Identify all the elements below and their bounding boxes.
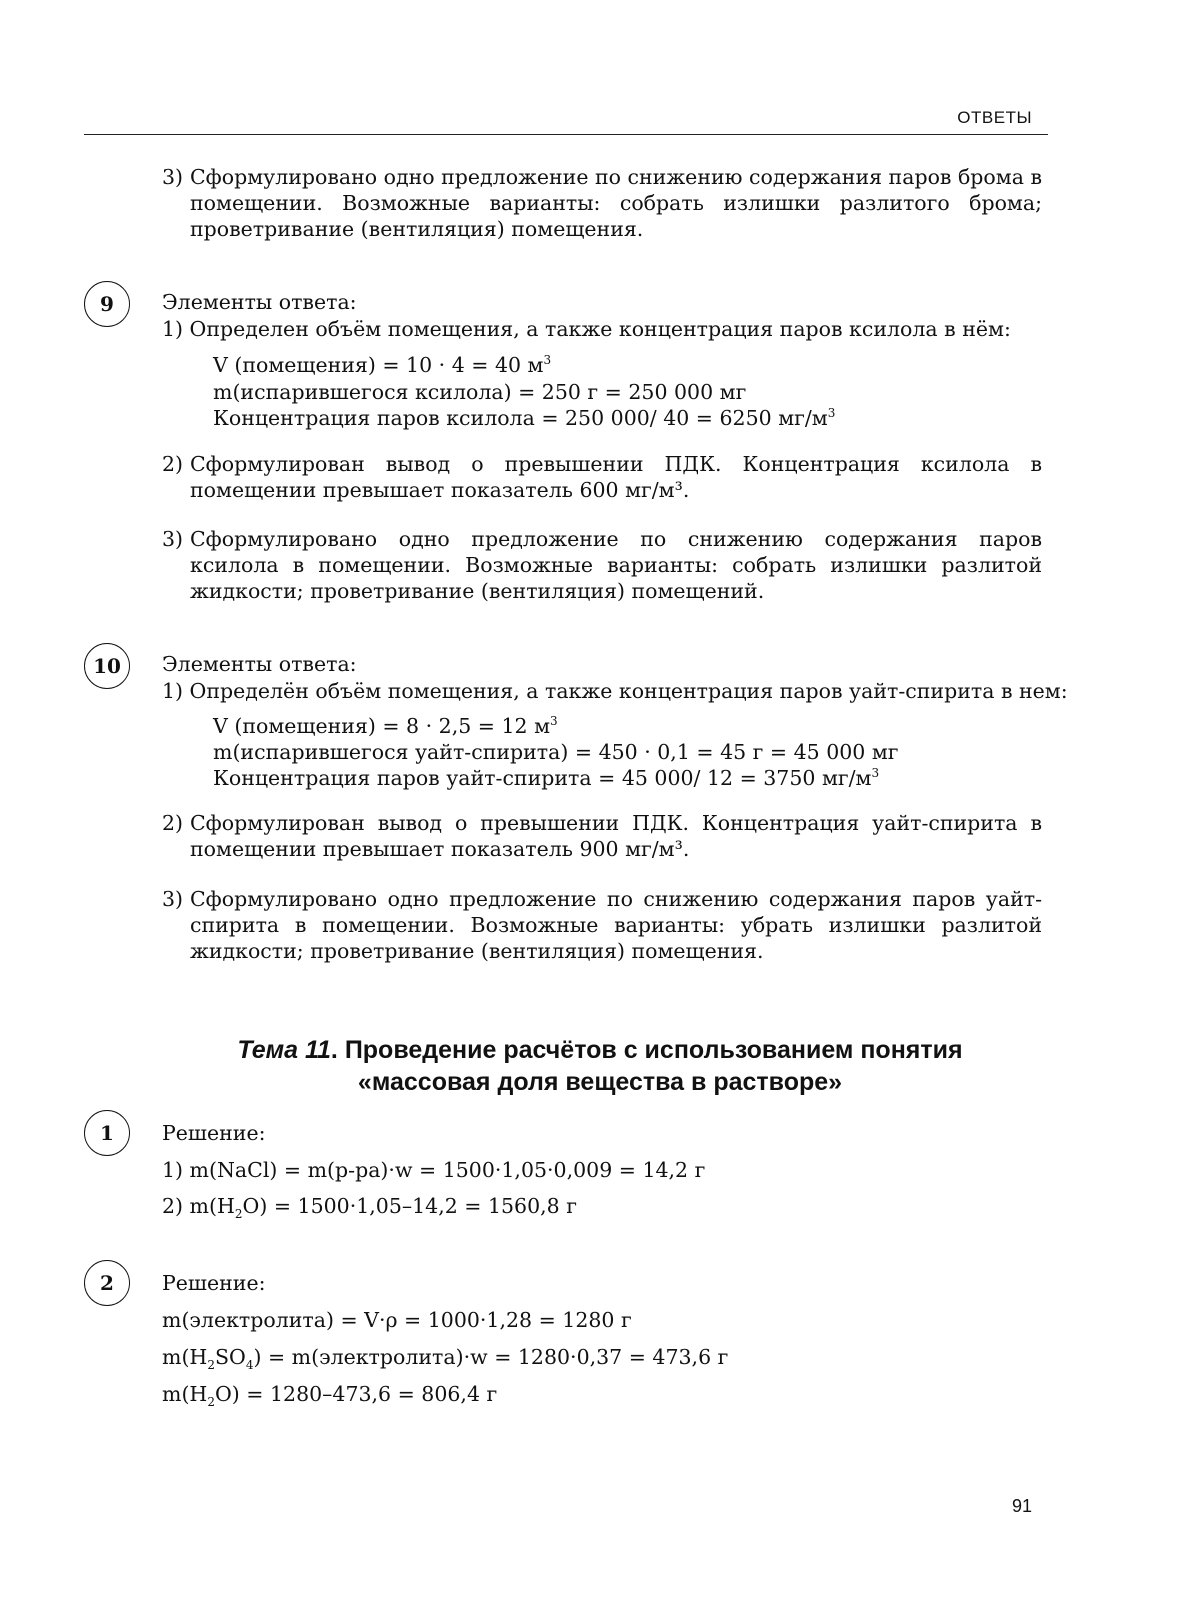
answer-point-1: 1) Определён объём помещения, а также концентрация паров уайт-спирита в нем: <box>162 679 1068 703</box>
formula-volume <box>213 713 558 740</box>
header-divider <box>84 134 1048 135</box>
answer-elements-label: Элементы ответа: <box>162 652 357 676</box>
point-text: Сформулировано одно предложение по снижению содержания паров брома в помещении. Возможные варианты: собрать излишки разлитого брома; проветривание (вентиляция) помещения. <box>190 165 1043 241</box>
solution-step-2 <box>162 1344 728 1371</box>
formula-text: 2) m(H <box>162 1194 235 1218</box>
formula-mass: m(испарившегося уайт-спирита) = 450 · 0,1 = 45 г = 45 000 мг <box>213 740 899 764</box>
formula-mass: m(испарившегося ксилола) = 250 г = 250 000 мг <box>213 380 747 404</box>
superscript: 3 <box>543 353 552 368</box>
point-number: 3) <box>162 527 184 551</box>
answer-point-3 <box>162 526 1042 604</box>
answer-point-3 <box>162 886 1042 964</box>
solution-step-3 <box>162 1381 497 1408</box>
section-header-label: ОТВЕТЫ <box>957 108 1032 127</box>
subscript: 4 <box>245 1358 254 1373</box>
point-number: 2) <box>162 452 184 476</box>
solution-label: Решение: <box>162 1121 266 1145</box>
superscript: 3 <box>871 766 880 781</box>
formula-concentration <box>213 765 879 792</box>
subscript: 2 <box>207 1395 215 1410</box>
formula-text: V (помещения) = 10 · 4 = 40 м <box>213 353 544 377</box>
point-text: Сформулировано одно предложение по снижению содержания паров ксилола в помещении. Возможные варианты: собрать излишки разлитой жидкости; проветривание (вентиляция) помещений. <box>190 527 1042 603</box>
point-text: Сформулирован вывод о превышении ПДК. Концентрация ксилола в помещении превышает показатель 600 мг/м³. <box>190 452 1042 502</box>
answer-point-2 <box>162 810 1042 862</box>
page-number: 91 <box>1011 1496 1032 1516</box>
task-number-badge: 10 <box>84 643 130 689</box>
point-text: Сформулировано одно предложение по снижению содержания паров уайт-спирита в помещении. Возможные варианты: убрать излишки разлитой жидкости; проветривание (вентиляция) помещения. <box>190 887 1042 963</box>
formula-volume <box>213 352 551 379</box>
topic-heading <box>160 1034 1040 1098</box>
superscript: 3 <box>827 406 836 421</box>
formula-text: Концентрация паров ксилола = 250 000/ 40 = 6250 мг/м <box>213 406 828 430</box>
formula-text: V (помещения) = 8 · 2,5 = 12 м <box>213 714 551 738</box>
superscript: 3 <box>550 714 558 729</box>
topic-label: Тема 11 <box>237 1036 331 1064</box>
formula-concentration <box>213 405 835 432</box>
topic-heading-line-2: «массовая доля вещества в растворе» <box>357 1068 843 1096</box>
formula-text: O) = 1280–473,6 = 806,4 г <box>214 1382 498 1406</box>
point-text: Сформулирован вывод о превышении ПДК. Концентрация уайт-спирита в помещении превышает показатель 900 мг/м³. <box>190 811 1042 861</box>
formula-text: m(H <box>162 1345 208 1369</box>
task-number-badge: 1 <box>84 1110 130 1156</box>
formula-text: SO <box>214 1345 246 1369</box>
solution-step-1: m(электролита) = V·ρ = 1000·1,28 = 1280 г <box>162 1308 632 1332</box>
answer-point-2 <box>162 451 1042 503</box>
subscript: 2 <box>234 1207 243 1222</box>
point-number: 3) <box>162 887 184 911</box>
solution-label: Решение: <box>162 1271 266 1295</box>
solution-step-1: 1) m(NaCl) = m(р-ра)·w = 1500·1,05·0,009 = 14,2 г <box>162 1158 706 1182</box>
solution-step-2 <box>162 1193 577 1220</box>
formula-text: ) = m(электролита)·w = 1280·0,37 = 473,6 г <box>253 1345 729 1369</box>
formula-text: m(H <box>162 1382 208 1406</box>
task-number-badge: 2 <box>84 1260 130 1306</box>
prev-answer-point-3 <box>162 164 1042 242</box>
formula-text: Концентрация паров уайт-спирита = 45 000/ 12 = 3750 мг/м <box>213 766 872 790</box>
answer-elements-label: Элементы ответа: <box>162 290 357 314</box>
point-number: 2) <box>162 811 184 835</box>
answer-point-1: 1) Определен объём помещения, а также концентрация паров ксилола в нём: <box>162 317 1011 341</box>
task-number-badge: 9 <box>84 281 130 327</box>
formula-text: O) = 1500·1,05–14,2 = 1560,8 г <box>242 1194 577 1218</box>
topic-title-part-1: . Проведение расчётов с использованием понятия <box>330 1036 963 1064</box>
point-number: 3) <box>162 165 184 189</box>
topic-heading-line-1 <box>160 1034 1040 1066</box>
subscript: 2 <box>207 1358 215 1373</box>
